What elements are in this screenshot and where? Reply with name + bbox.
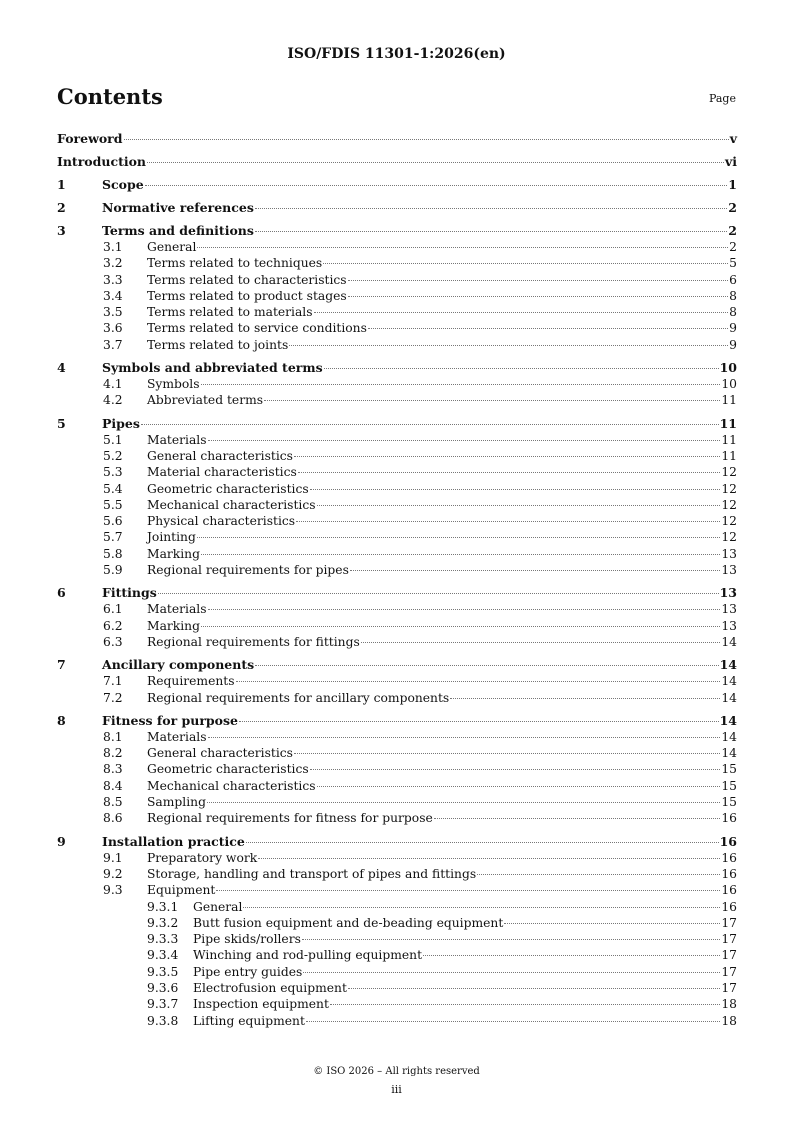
toc-entry-page[interactable]: 14: [719, 712, 737, 728]
dot-leader: [303, 972, 720, 973]
toc-entry-title[interactable]: General characteristics: [147, 448, 293, 463]
dot-leader: [158, 593, 719, 594]
dot-leader: [450, 698, 720, 699]
toc-entry-number: 5.9: [103, 563, 123, 578]
dot-leader: [255, 231, 727, 232]
toc-entry-title[interactable]: Butt fusion equipment and de-beading equipment: [193, 915, 504, 930]
toc-entry-page[interactable]: 2: [728, 223, 737, 238]
toc-entry[interactable]: [57, 618, 737, 634]
toc-entry-number: 8.1: [103, 729, 123, 744]
toc-entry-title[interactable]: Ancillary components: [102, 657, 255, 673]
toc-entry-number: 9.1: [103, 850, 123, 865]
toc-entry-title[interactable]: Fitness for purpose: [102, 712, 238, 728]
toc-entry[interactable]: [57, 448, 737, 464]
toc-entry-number: 3: [57, 223, 66, 238]
toc-entry[interactable]: [57, 980, 737, 996]
toc-entry[interactable]: [57, 778, 737, 794]
toc-entry[interactable]: [57, 432, 737, 448]
toc-entry-number: 5.8: [103, 546, 123, 561]
toc-entry[interactable]: [57, 529, 737, 545]
toc-entry[interactable]: [57, 223, 737, 239]
toc-entry[interactable]: [57, 416, 737, 432]
toc-entry-page[interactable]: vi: [724, 154, 737, 169]
dot-leader: [208, 609, 721, 610]
toc-entry-page[interactable]: 17: [721, 964, 737, 979]
toc-entry[interactable]: [57, 360, 737, 376]
toc-entry[interactable]: [57, 996, 737, 1012]
dot-leader: [207, 802, 720, 803]
toc-entry-number: 9.2: [103, 866, 123, 881]
toc-entry[interactable]: [57, 882, 737, 898]
toc-entry-title[interactable]: Abbreviated terms: [147, 393, 264, 408]
dot-leader: [310, 489, 721, 490]
toc-entry-page[interactable]: 13: [721, 602, 737, 617]
toc-entry-title[interactable]: Equipment: [147, 883, 216, 898]
toc-entry-page[interactable]: 14: [721, 746, 737, 761]
toc-entry-page[interactable]: 11: [719, 415, 737, 431]
toc-entry-number: 8.6: [103, 811, 123, 826]
toc-entry-page[interactable]: 9: [729, 321, 737, 336]
toc-entry-page[interactable]: 14: [721, 634, 737, 649]
dot-leader: [317, 505, 721, 506]
dot-leader: [208, 737, 721, 738]
toc-entry[interactable]: [57, 376, 737, 392]
toc-entry-number: 3.4: [103, 288, 123, 303]
toc-entry-title[interactable]: Regional requirements for pipes: [147, 563, 349, 578]
toc-entry[interactable]: [57, 834, 737, 850]
toc-entry[interactable]: [57, 657, 737, 673]
dot-leader: [296, 521, 720, 522]
dot-leader: [239, 721, 719, 722]
toc-entry[interactable]: [57, 964, 737, 980]
toc-entry-title[interactable]: General: [193, 899, 243, 914]
toc-entry-number: 3.5: [103, 305, 123, 320]
toc-entry-page[interactable]: 10: [719, 360, 737, 376]
toc-entry-page[interactable]: 2: [728, 200, 737, 215]
toc-entry-page[interactable]: 2: [729, 240, 737, 254]
toc-entry-title[interactable]: Terms related to characteristics: [147, 272, 347, 287]
dot-leader: [201, 384, 721, 385]
dot-leader: [208, 440, 721, 441]
toc-entry-page[interactable]: 16: [719, 833, 737, 849]
toc-entry[interactable]: [57, 690, 737, 706]
dot-leader: [361, 642, 721, 643]
toc-entry-page[interactable]: v: [729, 131, 737, 146]
toc-entry-number: 9.3.7: [147, 997, 179, 1012]
toc-entry[interactable]: [57, 931, 737, 947]
page-column-label: Page: [708, 92, 736, 105]
toc-entry-title[interactable]: Marking: [147, 546, 200, 561]
toc-entry-number: 7.1: [103, 674, 123, 689]
toc-entry-number: 5.6: [103, 514, 123, 529]
toc-entry-number: 5.7: [103, 530, 123, 545]
dot-leader: [255, 665, 718, 666]
toc-entry-title[interactable]: Materials: [147, 729, 207, 744]
toc-entry-number: 9.3.1: [147, 899, 179, 914]
toc-entry[interactable]: [57, 866, 737, 882]
dot-leader: [423, 955, 720, 956]
toc-entry-number: 4.1: [103, 377, 123, 392]
toc-entry-page[interactable]: 12: [721, 465, 737, 480]
toc-entry-title[interactable]: Regional requirements for ancillary components: [147, 690, 450, 705]
toc-entry-title[interactable]: Installation practice: [102, 833, 245, 849]
toc-entry-page[interactable]: 14: [719, 657, 737, 673]
dot-leader: [236, 681, 721, 682]
toc-entry-title[interactable]: Terms related to materials: [147, 305, 313, 320]
toc-entry-page[interactable]: 14: [721, 674, 737, 689]
toc-entry-title[interactable]: Geometric characteristics: [147, 481, 309, 496]
toc-entry-page[interactable]: 15: [721, 778, 737, 793]
toc-entry-number: 5.5: [103, 497, 123, 512]
toc-entry-page[interactable]: 14: [721, 690, 737, 705]
toc-entry-number: 5.4: [103, 481, 123, 496]
toc-entry[interactable]: [57, 810, 737, 826]
toc-entry-title[interactable]: Materials: [147, 602, 207, 617]
toc-entry-page[interactable]: 11: [721, 432, 737, 447]
document-header: ISO/FDIS 11301-1:2026(en): [287, 46, 506, 62]
toc-entry[interactable]: [57, 729, 737, 745]
dot-leader: [477, 874, 720, 875]
dot-leader: [216, 890, 720, 891]
toc-entry-title[interactable]: Normative references: [102, 200, 254, 215]
dot-leader: [368, 328, 728, 329]
dot-leader: [434, 818, 721, 819]
toc-entry[interactable]: [57, 1013, 737, 1029]
toc-entry-page[interactable]: 17: [721, 932, 737, 947]
toc-entry-title[interactable]: Terms related to techniques: [147, 256, 323, 271]
toc-entry-page[interactable]: 16: [721, 811, 737, 826]
toc-entry-number: 9.3.6: [147, 980, 179, 995]
toc-entry-number: 4: [57, 360, 66, 376]
dot-leader: [314, 312, 729, 313]
toc-entry-number: 3.2: [103, 256, 123, 271]
toc-entry-title[interactable]: Pipe entry guides: [193, 964, 303, 979]
toc-entry[interactable]: [57, 634, 737, 650]
toc-entry-number: 9.3.5: [147, 964, 179, 979]
toc-entry[interactable]: [57, 272, 737, 288]
toc-entry-number: 7.2: [103, 690, 123, 705]
toc-entry[interactable]: [57, 255, 737, 271]
toc-entry-page[interactable]: 12: [721, 497, 737, 512]
toc-entry[interactable]: [57, 850, 737, 866]
toc-entry[interactable]: [57, 546, 737, 562]
toc-entry-number: 7: [57, 657, 66, 673]
toc-entry-number: 9.3: [103, 883, 123, 898]
toc-entry-title[interactable]: Terms and definitions: [102, 223, 254, 238]
dot-leader: [197, 247, 728, 248]
toc-entry-number: 8.3: [103, 762, 123, 777]
toc-entry-title[interactable]: Geometric characteristics: [147, 762, 309, 777]
table-of-contents: [57, 131, 737, 1029]
toc-entry-title[interactable]: Symbols and abbreviated terms: [102, 360, 323, 376]
toc-entry-number: 5.2: [103, 448, 123, 463]
dot-leader: [306, 1021, 720, 1022]
dot-leader: [298, 472, 721, 473]
toc-entry[interactable]: [57, 392, 737, 408]
dot-leader: [258, 858, 720, 859]
toc-entry-number: 6: [57, 585, 66, 601]
toc-entry-page[interactable]: 11: [721, 393, 737, 408]
toc-entry-number: 9: [57, 833, 66, 849]
toc-entry-page[interactable]: 18: [721, 997, 737, 1012]
toc-entry-page[interactable]: 10: [721, 377, 737, 392]
toc-entry[interactable]: [57, 177, 737, 193]
dot-leader: [201, 626, 720, 627]
dot-leader: [243, 907, 720, 908]
dot-leader: [124, 139, 729, 140]
toc-entry[interactable]: [57, 745, 737, 761]
toc-entry-page[interactable]: 13: [721, 618, 737, 633]
toc-entry[interactable]: [57, 947, 737, 963]
toc-entry[interactable]: [57, 337, 737, 353]
toc-entry-number: 8: [57, 712, 66, 728]
toc-entry-number: 3.6: [103, 321, 123, 336]
toc-entry-title[interactable]: Introduction: [57, 154, 147, 169]
toc-entry-number: 8.5: [103, 795, 123, 810]
toc-entry-page[interactable]: 17: [721, 980, 737, 995]
toc-entry[interactable]: [57, 601, 737, 617]
dot-leader: [348, 280, 729, 281]
dot-leader: [145, 185, 728, 186]
toc-entry-page[interactable]: 8: [729, 288, 737, 303]
toc-entry[interactable]: [57, 915, 737, 931]
toc-entry[interactable]: [57, 497, 737, 513]
toc-entry-title[interactable]: Preparatory work: [147, 850, 258, 865]
dot-leader: [197, 537, 720, 538]
toc-entry[interactable]: [57, 464, 737, 480]
toc-entry-title[interactable]: General: [147, 240, 197, 254]
toc-entry[interactable]: [57, 481, 737, 497]
dot-leader: [323, 263, 728, 264]
dot-leader: [348, 988, 720, 989]
toc-entry-number: 9.3.2: [147, 915, 179, 930]
toc-entry-title[interactable]: Terms related to service conditions: [147, 321, 367, 336]
toc-entry-page[interactable]: 5: [729, 256, 737, 271]
toc-entry[interactable]: [57, 761, 737, 777]
toc-entry-number: 1: [57, 177, 66, 192]
toc-entry[interactable]: [57, 794, 737, 810]
toc-entry-title[interactable]: Mechanical characteristics: [147, 778, 316, 793]
dot-leader: [302, 939, 720, 940]
toc-entry-title[interactable]: Terms related to product stages: [147, 288, 347, 303]
toc-entry-page[interactable]: 13: [719, 585, 737, 601]
toc-entry-title[interactable]: Pipes: [102, 415, 140, 431]
toc-entry-number: 5.1: [103, 432, 123, 447]
toc-entry-title[interactable]: Winching and rod-pulling equipment: [193, 948, 423, 963]
toc-entry-page[interactable]: 16: [721, 866, 737, 881]
toc-entry-title[interactable]: Electrofusion equipment: [193, 980, 347, 995]
toc-entry-title[interactable]: Inspection equipment: [193, 997, 329, 1012]
toc-entry-number: 9.3.4: [147, 948, 179, 963]
toc-entry[interactable]: [57, 131, 737, 147]
dot-leader: [141, 424, 719, 425]
toc-entry-title[interactable]: Pipe skids/rollers: [193, 932, 301, 947]
toc-entry-title[interactable]: Scope: [102, 177, 144, 192]
toc-entry[interactable]: [57, 200, 737, 216]
toc-entry-number: 6.2: [103, 618, 123, 633]
dot-leader: [330, 1004, 720, 1005]
toc-entry[interactable]: [57, 899, 737, 915]
toc-entry-page[interactable]: 16: [721, 899, 737, 914]
dot-leader: [350, 570, 720, 571]
dot-leader: [294, 456, 720, 457]
toc-entry[interactable]: [57, 320, 737, 336]
dot-leader: [289, 345, 728, 346]
dot-leader: [201, 554, 720, 555]
dot-leader: [255, 208, 727, 209]
toc-entry-page[interactable]: 6: [729, 272, 737, 287]
toc-entry-number: 6.1: [103, 602, 123, 617]
toc-entry-page[interactable]: 15: [721, 795, 737, 810]
toc-entry-number: 9.3.8: [147, 1013, 179, 1028]
toc-entry-title[interactable]: Foreword: [57, 131, 123, 146]
toc-entry-number: 6.3: [103, 634, 123, 649]
toc-entry-title[interactable]: Lifting equipment: [193, 1013, 305, 1028]
toc-entry-page[interactable]: 12: [721, 481, 737, 496]
toc-entry-title[interactable]: Terms related to joints: [147, 337, 289, 352]
toc-entry-page[interactable]: 8: [729, 305, 737, 320]
dot-leader: [348, 296, 728, 297]
toc-entry-number: 9.3.3: [147, 932, 179, 947]
toc-entry[interactable]: [57, 585, 737, 601]
copyright-footer: © ISO 2026 – All rights reserved: [313, 1066, 480, 1077]
toc-entry-title[interactable]: Regional requirements for fittings: [147, 634, 360, 649]
toc-entry[interactable]: [57, 304, 737, 320]
toc-entry-number: 4.2: [103, 393, 123, 408]
toc-entry-title[interactable]: General characteristics: [147, 746, 293, 761]
dot-leader: [504, 923, 720, 924]
toc-entry-title[interactable]: Storage, handling and transport of pipes and fittings: [147, 866, 477, 881]
toc-entry-number: 3.1: [103, 240, 123, 254]
toc-entry[interactable]: [57, 562, 737, 578]
toc-entry-number: 8.2: [103, 746, 123, 761]
toc-entry-number: 3.3: [103, 272, 123, 287]
toc-entry-number: 8.4: [103, 778, 123, 793]
dot-leader: [246, 842, 719, 843]
toc-entry-page[interactable]: 12: [721, 530, 737, 545]
toc-entry-page[interactable]: 17: [721, 948, 737, 963]
toc-entry[interactable]: [57, 673, 737, 689]
toc-entry-title[interactable]: Jointing: [147, 530, 196, 545]
toc-entry-number: 3.7: [103, 337, 123, 352]
toc-entry-title[interactable]: Regional requirements for fitness for purpose: [147, 811, 433, 826]
toc-entry-title[interactable]: Symbols: [147, 377, 200, 392]
page-title: Contents: [57, 84, 163, 109]
page-number: iii: [391, 1083, 402, 1096]
toc-entry-title[interactable]: Mechanical characteristics: [147, 497, 316, 512]
toc-entry-page[interactable]: 16: [721, 883, 737, 898]
toc-entry[interactable]: [57, 713, 737, 729]
toc-entry-page[interactable]: 17: [721, 915, 737, 930]
dot-leader: [264, 400, 720, 401]
toc-entry[interactable]: [57, 154, 737, 170]
toc-entry-title[interactable]: Fittings: [102, 585, 157, 601]
toc-entry-page[interactable]: 16: [721, 850, 737, 865]
dot-leader: [294, 753, 720, 754]
toc-entry-title[interactable]: Sampling: [147, 795, 206, 810]
dot-leader: [147, 162, 724, 163]
toc-entry-title[interactable]: Materials: [147, 432, 207, 447]
toc-entry-page[interactable]: 1: [728, 177, 737, 192]
toc-entry-page[interactable]: 13: [721, 546, 737, 561]
toc-entry[interactable]: [57, 239, 737, 255]
toc-entry[interactable]: [57, 513, 737, 529]
toc-entry-page[interactable]: 11: [721, 448, 737, 463]
toc-entry-page[interactable]: 15: [721, 762, 737, 777]
toc-entry-number: 2: [57, 200, 66, 215]
dot-leader: [324, 368, 719, 369]
dot-leader: [317, 786, 721, 787]
toc-entry-title[interactable]: Marking: [147, 618, 200, 633]
toc-entry-page[interactable]: 9: [729, 337, 737, 352]
toc-entry-page[interactable]: 13: [721, 563, 737, 578]
toc-entry-page[interactable]: 14: [721, 729, 737, 744]
toc-entry-title[interactable]: Physical characteristics: [147, 514, 296, 529]
toc-entry-page[interactable]: 18: [721, 1013, 737, 1028]
toc-entry-title[interactable]: Material characteristics: [147, 465, 297, 480]
toc-entry[interactable]: [57, 288, 737, 304]
dot-leader: [310, 769, 721, 770]
toc-entry-number: 5: [57, 415, 66, 431]
toc-entry-number: 5.3: [103, 465, 123, 480]
toc-entry-title[interactable]: Requirements: [147, 674, 235, 689]
toc-entry-page[interactable]: 12: [721, 514, 737, 529]
